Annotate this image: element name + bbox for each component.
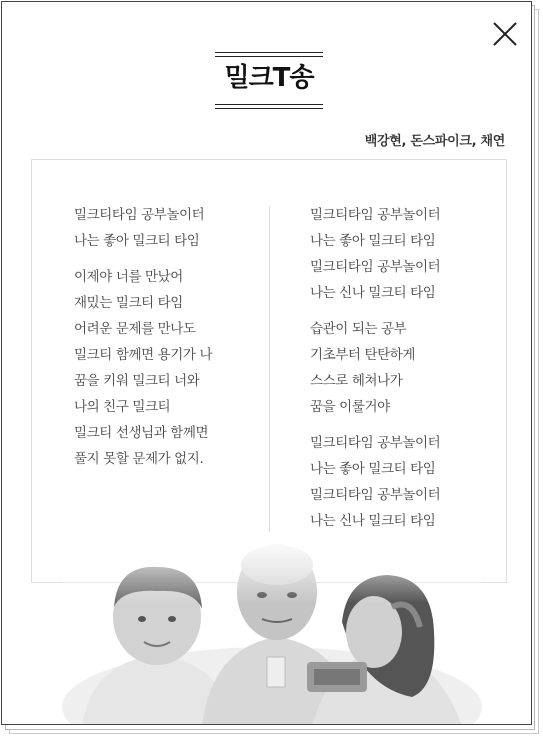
lyrics-line: 재밌는 밀크티 타임 <box>74 295 183 311</box>
lyrics-line: 밀크티타임 공부놀이터 <box>74 207 205 223</box>
lyrics-line: 어려운 문제를 만나도 <box>74 321 196 337</box>
lyrics-line: 습관이 되는 공부 <box>310 321 407 337</box>
close-button[interactable] <box>490 19 520 49</box>
title-top-rule <box>215 52 323 53</box>
lyrics-line: 이제야 너를 만났어 <box>74 269 183 285</box>
page-title: 밀크T송 <box>224 63 314 93</box>
lyrics-stanza <box>310 430 440 534</box>
lyrics-box <box>31 159 507 583</box>
song-lyrics-modal <box>1 1 532 725</box>
lyrics-line: 나는 좋아 밀크티 타임 <box>74 233 200 249</box>
lyrics-line: 꿈을 키워 밀크티 너와 <box>74 373 200 389</box>
lyrics-line: 밀크티타임 공부놀이터 <box>310 207 441 223</box>
lyrics-line: 밀크티타임 공부놀이터 <box>310 435 441 451</box>
lyrics-line: 나는 좋아 밀크티 타임 <box>310 461 436 477</box>
lyrics-line: 나는 신나 밀크티 타임 <box>310 513 436 529</box>
title-bottom-rule <box>215 104 323 105</box>
lyrics-line: 밀크티 선생님과 함께면 <box>74 425 209 441</box>
lyrics-line: 나의 친구 밀크티 <box>74 399 171 415</box>
title-bottom-rule-2 <box>215 108 323 109</box>
lyrics-line: 풀지 못할 문제가 없지. <box>74 451 204 467</box>
lyrics-stanza <box>74 202 212 254</box>
title-top-rule-2 <box>215 56 323 57</box>
lyrics-line: 밀크티타임 공부놀이터 <box>310 487 441 503</box>
lyrics-column-left <box>74 202 212 482</box>
lyrics-line: 스스로 헤쳐나가 <box>310 373 403 389</box>
lyrics-stanza <box>310 202 440 306</box>
lyrics-line: 꿈을 이룰거야 <box>310 399 390 415</box>
title-block <box>215 52 323 110</box>
lyrics-column-right <box>310 202 440 544</box>
lyrics-line: 나는 신나 밀크티 타임 <box>310 285 436 301</box>
lyrics-line: 밀크티 함께면 용기가 나 <box>74 347 213 363</box>
lyrics-line: 나는 좋아 밀크티 타임 <box>310 233 436 249</box>
lyrics-stanza <box>310 316 440 420</box>
song-credit: 백강현, 돈스파이크, 채연 <box>364 134 505 149</box>
lyrics-line: 밀크티타임 공부놀이터 <box>310 259 441 275</box>
close-icon <box>490 19 520 49</box>
lyrics-line: 기초부터 탄탄하게 <box>310 347 416 363</box>
column-divider <box>269 206 270 532</box>
singers-illustration <box>62 537 482 725</box>
lyrics-stanza <box>74 264 212 472</box>
